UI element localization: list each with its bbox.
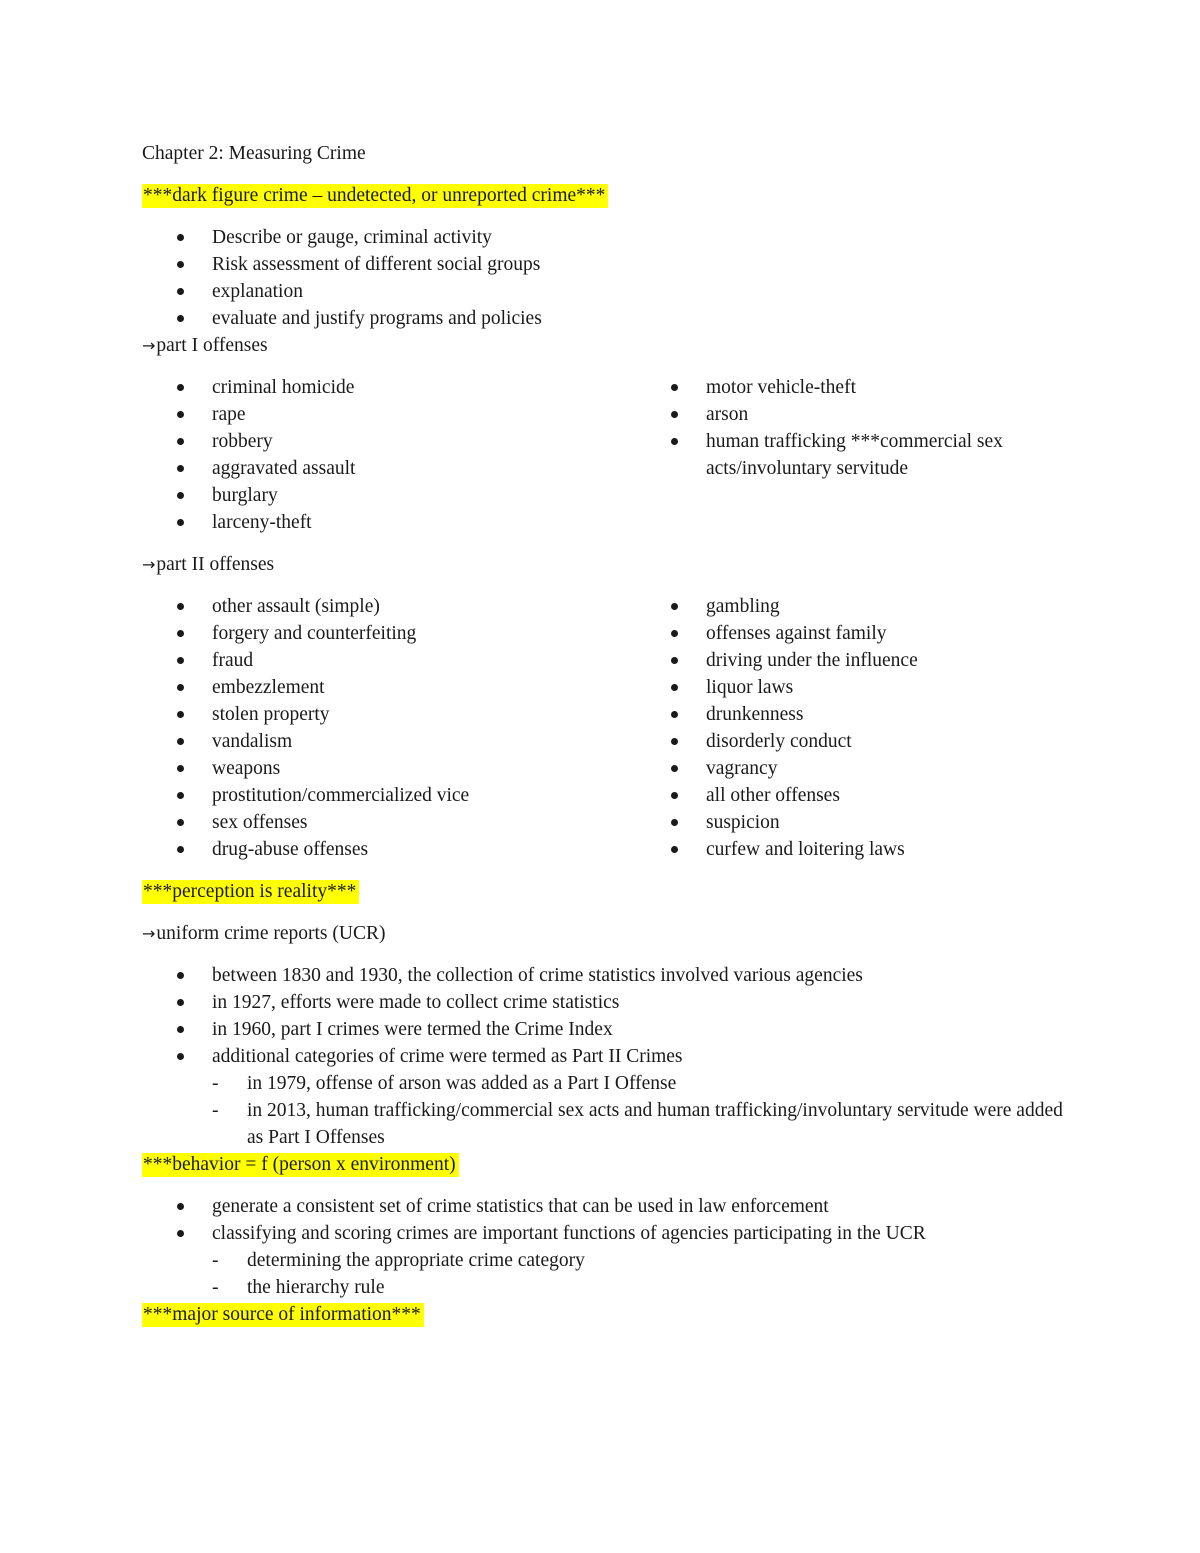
- list-item: embezzlement: [142, 674, 636, 701]
- list-item: gambling: [636, 593, 1082, 620]
- part1-columns: [142, 374, 1082, 536]
- bullet-icon: [177, 411, 184, 418]
- list-item: other assault (simple): [142, 593, 636, 620]
- bullet-icon: [671, 765, 678, 772]
- list-item: forgery and counterfeiting: [142, 620, 636, 647]
- part2-right-list: [636, 593, 1082, 863]
- bullet-icon: [177, 1053, 184, 1060]
- list-item: drunkenness: [636, 701, 1082, 728]
- list-item: disorderly conduct: [636, 728, 1082, 755]
- list-item: human trafficking ***commercial sex acts/involuntary servitude: [636, 428, 1006, 482]
- purposes-list: [142, 224, 1082, 332]
- list-item: additional categories of crime were termed as Part II Crimes: [142, 1043, 1082, 1070]
- list-item: burglary: [142, 482, 636, 509]
- part2-heading: →part II offenses: [142, 554, 275, 575]
- sub-list-item: - the hierarchy rule: [142, 1274, 1082, 1301]
- part1-heading: →part I offenses: [142, 335, 268, 356]
- list-item: arson: [636, 401, 1082, 428]
- list-item: curfew and loitering laws: [636, 836, 1082, 863]
- list-item: offenses against family: [636, 620, 1082, 647]
- dash-marker: -: [212, 1073, 219, 1094]
- dash-marker: -: [212, 1250, 219, 1271]
- bullet-icon: [177, 657, 184, 664]
- bullet-icon: [177, 846, 184, 853]
- bullet-icon: [671, 603, 678, 610]
- ucr-heading: →uniform crime reports (UCR): [142, 923, 386, 944]
- bullet-icon: [177, 972, 184, 979]
- list-item: vagrancy: [636, 755, 1082, 782]
- bullet-icon: [177, 765, 184, 772]
- bullet-icon: [177, 630, 184, 637]
- bullet-icon: [671, 711, 678, 718]
- bullet-icon: [671, 384, 678, 391]
- list-item: classifying and scoring crimes are important functions of agencies participating in the UCR: [142, 1220, 1082, 1247]
- list-item: drug-abuse offenses: [142, 836, 636, 863]
- bullet-icon: [177, 384, 184, 391]
- list-item: larceny-theft: [142, 509, 636, 536]
- list-item: driving under the influence: [636, 647, 1082, 674]
- bullet-icon: [177, 684, 184, 691]
- right-arrow-icon: →: [142, 336, 156, 355]
- bullet-icon: [671, 438, 678, 445]
- bullet-icon: [671, 630, 678, 637]
- list-item: criminal homicide: [142, 374, 636, 401]
- callout-perception: [142, 878, 1082, 906]
- part2-left-list: [142, 593, 636, 863]
- part2-columns: [142, 593, 1082, 863]
- bullet-icon: [177, 603, 184, 610]
- list-item: aggravated assault: [142, 455, 636, 482]
- list-item: rape: [142, 401, 636, 428]
- list-item: sex offenses: [142, 809, 636, 836]
- list-item: weapons: [142, 755, 636, 782]
- highlighted-text: ***behavior = f (person x environment): [142, 1153, 459, 1177]
- ucr-list: [142, 962, 1082, 1151]
- list-item: fraud: [142, 647, 636, 674]
- behavior-list: [142, 1193, 1082, 1301]
- list-item: in 1960, part I crimes were termed the Crime Index: [142, 1016, 1082, 1043]
- bullet-icon: [177, 465, 184, 472]
- bullet-icon: [177, 819, 184, 826]
- list-item: evaluate and justify programs and policies: [142, 305, 1082, 332]
- part1-right-list: [636, 374, 1082, 536]
- bullet-icon: [177, 792, 184, 799]
- bullet-icon: [177, 261, 184, 268]
- part1-left-list: [142, 374, 636, 536]
- highlighted-text: ***major source of information***: [142, 1303, 424, 1327]
- bullet-icon: [671, 684, 678, 691]
- list-item: in 1927, efforts were made to collect crime statistics: [142, 989, 1082, 1016]
- bullet-icon: [177, 999, 184, 1006]
- highlighted-text: ***perception is reality***: [142, 880, 359, 904]
- highlighted-text: ***dark figure crime – undetected, or unreported crime***: [142, 184, 608, 208]
- bullet-icon: [177, 234, 184, 241]
- list-item: stolen property: [142, 701, 636, 728]
- bullet-icon: [671, 411, 678, 418]
- list-item: explanation: [142, 278, 1082, 305]
- sub-list-item: - in 1979, offense of arson was added as a Part I Offense: [142, 1070, 1082, 1097]
- list-item: prostitution/commercialized vice: [142, 782, 636, 809]
- bullet-icon: [671, 792, 678, 799]
- bullet-icon: [671, 819, 678, 826]
- document-page: [142, 140, 1082, 1343]
- list-item: suspicion: [636, 809, 1082, 836]
- callout-dark-figure: [142, 182, 1082, 210]
- sub-list-item: - in 2013, human trafficking/commercial sex acts and human trafficking/involuntary servitude were added as Part I Offenses: [142, 1097, 1082, 1151]
- list-item: liquor laws: [636, 674, 1082, 701]
- list-item: Describe or gauge, criminal activity: [142, 224, 1082, 251]
- list-item: Risk assessment of different social groups: [142, 251, 1082, 278]
- dash-marker: -: [212, 1277, 219, 1298]
- bullet-icon: [177, 1230, 184, 1237]
- list-item: generate a consistent set of crime statistics that can be used in law enforcement: [142, 1193, 1082, 1220]
- right-arrow-icon: →: [142, 924, 156, 943]
- list-item: all other offenses: [636, 782, 1082, 809]
- bullet-icon: [177, 492, 184, 499]
- bullet-icon: [671, 657, 678, 664]
- bullet-icon: [671, 846, 678, 853]
- right-arrow-icon: →: [142, 555, 156, 574]
- callout-behavior: [142, 1151, 1082, 1179]
- list-item: robbery: [142, 428, 636, 455]
- list-item: motor vehicle-theft: [636, 374, 1082, 401]
- callout-major-source: [142, 1301, 1082, 1329]
- list-item: vandalism: [142, 728, 636, 755]
- bullet-icon: [177, 288, 184, 295]
- bullet-icon: [177, 519, 184, 526]
- bullet-icon: [177, 438, 184, 445]
- bullet-icon: [177, 738, 184, 745]
- list-item: between 1830 and 1930, the collection of crime statistics involved various agencies: [142, 962, 1082, 989]
- bullet-icon: [177, 1026, 184, 1033]
- bullet-icon: [177, 1203, 184, 1210]
- bullet-icon: [177, 315, 184, 322]
- bullet-icon: [671, 738, 678, 745]
- bullet-icon: [177, 711, 184, 718]
- page-title: Chapter 2: Measuring Crime: [142, 143, 366, 164]
- dash-marker: -: [212, 1100, 219, 1121]
- sub-list-item: - determining the appropriate crime category: [142, 1247, 1082, 1274]
